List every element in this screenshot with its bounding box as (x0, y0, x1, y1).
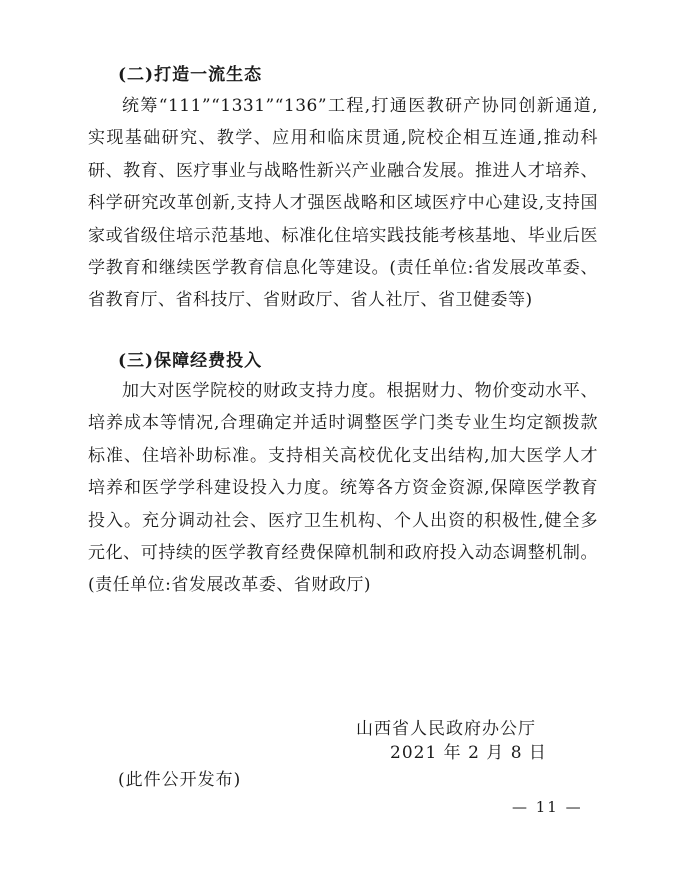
issuer-name: 山西省人民政府办公厅 (356, 719, 536, 739)
release-note: (此件公开发布) (118, 770, 242, 790)
section-heading-ecosystem: (二)打造一流生态 (118, 65, 263, 85)
section-body-ecosystem: 统筹“111”“1331”“136”工程,打通医教研产协同创新通道,实现基础研究、教学、应用和临床贯通,院校企相互连通,推动科研、教育、医疗事业与战略性新兴产业融合发展。推进人才培养、科学研究改革创新,支持人才强医战略和区域医疗中心建设,支持国家或省级住培示范基地、标准化住培实践技能考核基地、毕业后医学教育和继续医学教育信息化等建设。(责任单位:省发展改革委、省教育厅、省科技厅、省财政厅、省人社厅、省卫健委等) (88, 96, 598, 311)
page-number: — 11 — (512, 798, 583, 816)
issue-date: 2021 年 2 月 8 日 (390, 743, 547, 763)
section-heading-funding: (三)保障经费投入 (118, 351, 263, 371)
section-body-funding: 加大对医学院校的财政支持力度。根据财力、物价变动水平、培养成本等情况,合理确定并适时调整医学门类专业生均定额拨款标准、住培补助标准。支持相关高校优化支出结构,加大医学人才培养和医学学科建设投入力度。统筹各方资金资源,保障医学教育投入。充分调动社会、医疗卫生机构、个人出资的积极性,健全多元化、可持续的医学教育经费保障机制和政府投入动态调整机制。(责任单位:省发展改革委、省财政厅) (88, 381, 598, 596)
